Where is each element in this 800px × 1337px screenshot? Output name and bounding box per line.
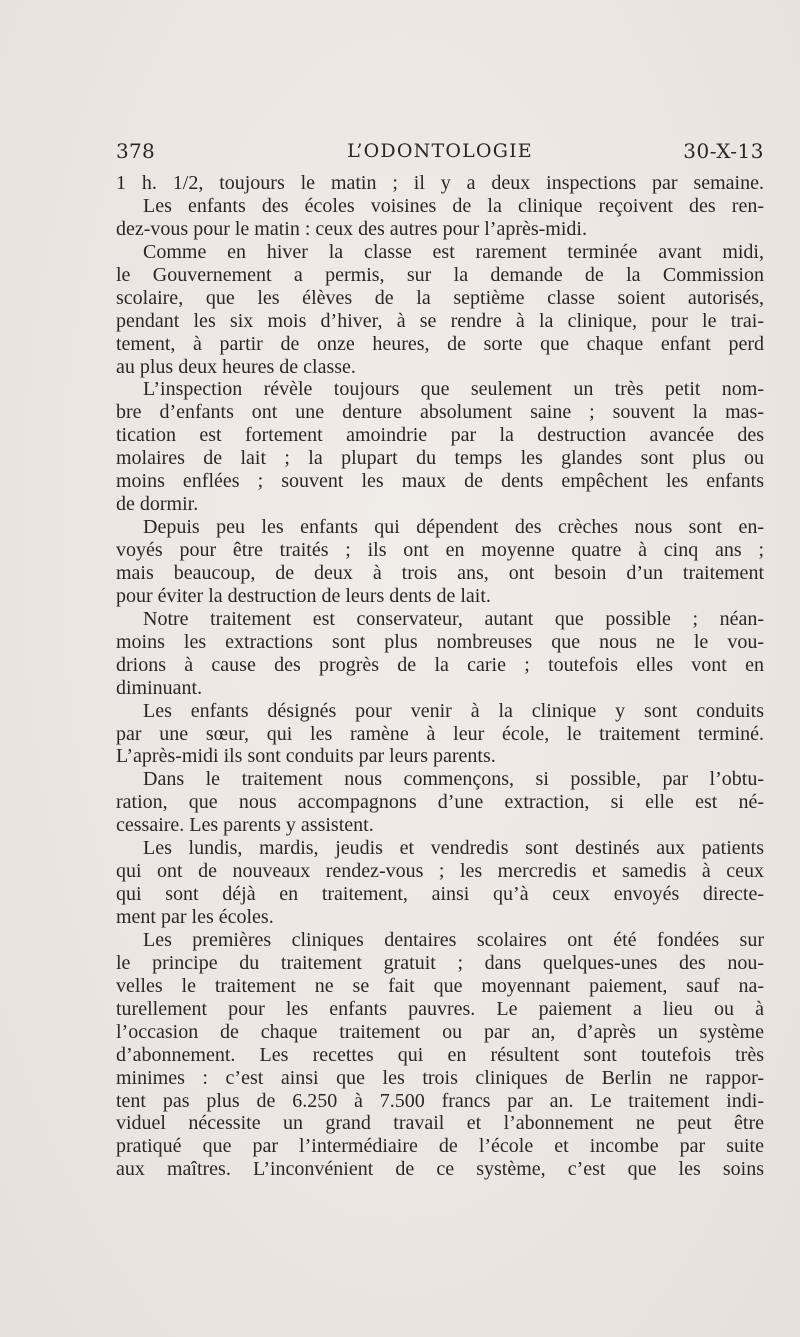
text-line: viduel nécessite un grand travail et l’abonnement ne peut être xyxy=(116,1112,764,1135)
text-line: tication est fortement amoindrie par la destruction avancée des xyxy=(116,424,764,447)
text-line: diminuant. xyxy=(116,676,203,699)
text-line: cessaire. Les parents y assistent. xyxy=(116,814,374,837)
text-line: de dormir. xyxy=(116,493,199,516)
article-body xyxy=(116,172,764,1181)
text-line: moins les extractions sont plus nombreuses que nous ne le vou- xyxy=(116,630,764,653)
text-line: Comme en hiver la classe est rarement terminée avant midi, xyxy=(143,240,764,263)
text-line: tent pas plus de 6.250 à 7.500 francs par an. Le traitement indi- xyxy=(116,1089,764,1112)
text-line: Les enfants désignés pour venir à la clinique y sont conduits xyxy=(143,699,764,722)
text-line: 1 h. 1/2, toujours le matin ; il y a deux inspections par semaine. xyxy=(116,172,764,194)
issue-date: 30-X-13 xyxy=(683,139,764,163)
text-line: molaires de lait ; la plupart du temps les glandes sont plus ou xyxy=(116,447,764,470)
text-line: Notre traitement est conservateur, autant que possible ; néan- xyxy=(143,607,764,630)
text-line: d’abonnement. Les recettes qui en résultent sont toutefois très xyxy=(116,1043,764,1066)
text-line: Les lundis, mardis, jeudis et vendredis sont destinés aux patients xyxy=(143,837,764,860)
text-line: au plus deux heures de classe. xyxy=(116,355,356,378)
text-line: Dans le traitement nous commençons, si possible, par l’obtu- xyxy=(143,768,764,791)
text-line: ment par les écoles. xyxy=(116,906,274,928)
text-line: le principe du traitement gratuit ; dans quelques-unes des nou- xyxy=(116,951,764,974)
text-line: minimes : c’est ainsi que les trois cliniques de Berlin ne rappor- xyxy=(116,1066,764,1089)
page-number: 378 xyxy=(116,139,156,163)
text-line: pratiqué que par l’intermédiaire de l’école et incombe par suite xyxy=(116,1135,764,1158)
text-line: aux maîtres. L’inconvénient de ce système, c’est que les soins xyxy=(116,1158,764,1181)
text-line: Les premières cliniques dentaires scolaires ont été fondées sur xyxy=(143,928,764,951)
text-line: voyés pour être traités ; ils ont en moyenne quatre à cinq ans ; xyxy=(116,539,764,561)
text-line: drions à cause des progrès de la carie ; toutefois elles vont en xyxy=(116,653,764,676)
text-line: dez-vous pour le matin : ceux des autres pour l’après-midi. xyxy=(116,217,587,240)
text-line: mais beaucoup, de deux à trois ans, ont besoin d’un traitement xyxy=(116,561,764,584)
text-line: Les enfants des écoles voisines de la clinique reçoivent des ren- xyxy=(143,194,764,217)
text-line: velles le traitement ne se fait que moyennant paiement, sauf na- xyxy=(116,974,764,997)
text-line: le Gouvernement a permis, sur la demande de la Commission xyxy=(116,263,764,286)
text-line: par une sœur, qui les ramène à leur école, le traitement terminé. xyxy=(116,722,764,745)
running-header xyxy=(116,136,764,166)
text-line: bre d’enfants ont une denture absolument saine ; souvent la mas- xyxy=(116,401,764,424)
text-line: qui ont de nouveaux rendez-vous ; les mercredis et samedis à ceux xyxy=(116,860,764,883)
text-line: scolaire, que les élèves de la septième classe soient autorisés, xyxy=(116,286,764,309)
text-line: qui sont déjà en traitement, ainsi qu’à ceux envoyés directe- xyxy=(116,883,764,906)
text-line: l’occasion de chaque traitement ou par an, d’après un système xyxy=(116,1020,764,1043)
text-line: turellement pour les enfants pauvres. Le paiement a lieu ou à xyxy=(116,997,764,1020)
text-line: moins enflées ; souvent les maux de dents empêchent les enfants xyxy=(116,470,764,493)
text-line: L’après-midi ils sont conduits par leurs parents. xyxy=(116,745,496,768)
text-line: Depuis peu les enfants qui dépendent des crèches nous sont en- xyxy=(143,516,764,539)
text-line: pour éviter la destruction de leurs dents de lait. xyxy=(116,584,491,607)
text-line: L’inspection révèle toujours que seulement un très petit nom- xyxy=(143,378,764,401)
text-line: tement, à partir de onze heures, de sorte que chaque enfant perd xyxy=(116,332,764,355)
text-line: pendant les six mois d’hiver, à se rendre à la clinique, pour le trai- xyxy=(116,309,764,332)
journal-title: L’ODONTOLOGIE xyxy=(347,140,533,162)
text-line: ration, que nous accompagnons d’une extraction, si elle est né- xyxy=(116,791,764,814)
